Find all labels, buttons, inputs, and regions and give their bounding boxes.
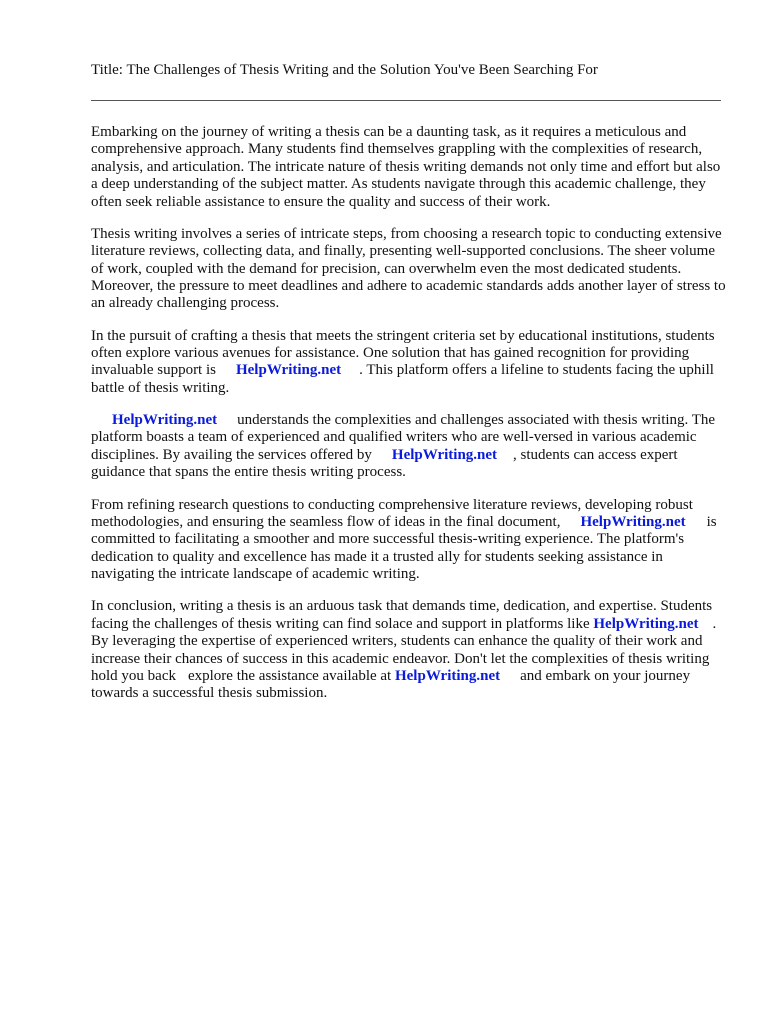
title-divider [91,100,721,101]
paragraph-conclusion-text-mid: . By leveraging the expertise of experienced writers, students can enhance the quality of their work and increase their chances of success in this academic endeavor. Don't let the complexities of thesis writing hold you back [91,615,717,684]
helpwriting-link[interactable]: HelpWriting.net [593,615,699,632]
paragraph-intro [91,124,726,211]
paragraph-conclusion-text-before: In conclusion, writing a thesis is an arduous task that demands time, dedication, and expertise. Students facing the challenges of thesis writing can find solace and support in platforms like [91,598,713,632]
paragraph-solution [91,328,726,398]
paragraph-intro-text: Embarking on the journey of writing a thesis can be a daunting task, as it requires a meticulous and comprehensive approach. Many students find themselves grappling with the complexities of research, analysis, and articulation. The intricate nature of thesis writing demands not only time and effort but also a deep understanding of the subject matter. As students navigate through this academic challenge, they often seek reliable assistance to ensure the quality and success of their work. [91,124,721,210]
paragraph-solution-text-before: In the pursuit of crafting a thesis that meets the stringent criteria set by educational institutions, students often explore various avenues for assistance. One solution that has gained recognition for providing invaluable support is [91,327,715,379]
helpwriting-link[interactable]: HelpWriting.net [394,667,501,684]
paragraph-services [91,497,726,584]
document-title: Title: The Challenges of Thesis Writing and the Solution You've Been Searching For [91,62,598,78]
helpwriting-link[interactable]: HelpWriting.net [235,362,342,379]
paragraph-platform-text-after: , students can access expert guidance that spans the entire thesis writing process. [91,446,678,481]
paragraph-platform-text-mid: understands the complexities and challenges associated with thesis writing. The platform boasts a team of experienced and qualified writers who are well-versed in various academic disciplines. By availing the services offered by [91,412,716,463]
paragraph-solution-text-after: . This platform offers a lifeline to students facing the uphill battle of thesis writing. [91,362,714,396]
helpwriting-link[interactable]: HelpWriting.net [112,412,218,429]
paragraph-conclusion [91,598,726,702]
paragraph-services-text-after: is committed to facilitating a smoother and more successful thesis-writing experience. The platform's dedication to quality and excellence has made it a trusted ally for students seeking assistance in navigating the intricate landscape of academic writing. [91,513,717,583]
paragraph-steps [91,226,726,313]
helpwriting-link[interactable]: HelpWriting.net [580,513,686,530]
paragraph-conclusion-text-after: and embark on your journey towards a successful thesis submission. [91,667,691,702]
helpwriting-link[interactable]: HelpWriting.net [391,446,498,463]
paragraph-steps-text: Thesis writing involves a series of intricate steps, from choosing a research topic to conducting extensive literature reviews, collecting data, and finally, presenting well-supported conclusions. The sheer volume of work, coupled with the demand for precision, can overwhelm even the most dedicated students. Moreover, the pressure to meet deadlines and adhere to academic standards adds another layer of stress to an already challenging process. [91,225,726,312]
paragraph-services-text-before: From refining research questions to conducting comprehensive literature reviews, developing robust methodologies, and ensuring the seamless flow of ideas in the final document, [91,496,693,530]
document-page [91,60,726,718]
paragraph-conclusion-text-mid2: explore the assistance available at [187,667,392,684]
paragraph-platform [91,412,726,482]
